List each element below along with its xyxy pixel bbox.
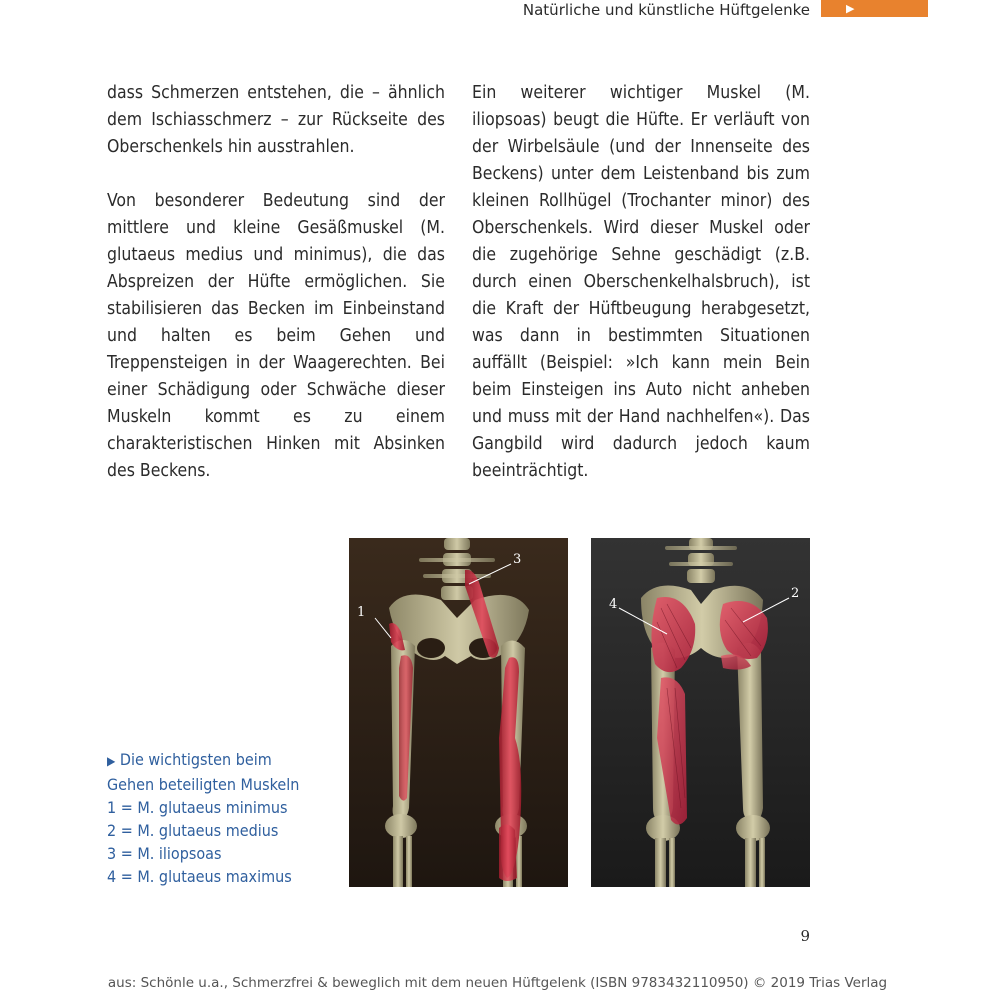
header-tab <box>821 0 928 17</box>
front-view-illustration <box>349 538 568 887</box>
figure-caption <box>107 748 343 888</box>
paragraph: Von besonderer Bedeutung sind der mittlere und kleine Gesäßmuskel (M. glutaeus medius und minimus), die das Abspreizen der Hüfte ermöglichen. Sie stabilisieren das Becken im Einbeinstand und halten es beim Gehen und Treppensteigen in der Waagerechten. Bei einer Schädigung oder Schwäche dieser Muskeln kommt es zu einem charakteristischen Hinken mit Absinken des Beckens. <box>107 191 445 481</box>
paragraph: dass Schmerzen entstehen, die – ähnlich dem Ischiasschmerz – zur Rückseite des Oberschenkels hin ausstrahlen. <box>107 83 445 157</box>
footer-credit: aus: Schönle u.a., Schmerzfrei & beweglich mit dem neuen Hüftgelenk (ISBN 9783432110950) © 2019 Trias Verlag <box>107 975 888 991</box>
figure-label: 1 <box>357 605 366 620</box>
back-view-illustration <box>591 538 810 887</box>
text-column-right <box>472 80 810 485</box>
figure-back-view <box>591 538 810 887</box>
caption-title-line: Gehen beteiligten Muskeln <box>107 775 300 794</box>
play-arrow-icon: ▶ <box>846 2 855 15</box>
caption-item: 1 = M. glutaeus minimus <box>107 798 288 817</box>
caption-item: 2 = M. glutaeus medius <box>107 821 279 840</box>
caption-title: Die wichtigsten beim <box>119 750 272 769</box>
caption-title-line <box>107 748 343 773</box>
muscle-lower-leg-right <box>499 824 517 881</box>
figure-front-view <box>349 538 568 887</box>
text-column-left <box>107 80 445 485</box>
paragraph: Ein weiterer wichtiger Muskel (M. iliopsoas) beugt die Hüfte. Er verläuft von der Wirbelsäule (und der Innenseite des Beckens) unter dem Leistenband bis zum kleinen Rollhügel (Trochanter minor) des Oberschenkels. Wird dieser Muskel oder die zugehörige Sehne geschädigt (z.B. durch einen Oberschenkelhalsbruch), ist die Kraft der Hüftbeugung herabgesetzt, was dann in bestimmten Situationen auffällt (Beispiel: »Ich kann mein Bein beim Einsteigen ins Auto nicht anheben und muss mit der Hand nachhelfen«). Das Gangbild wird dadurch jedoch kaum beeinträchtigt. <box>472 83 810 481</box>
figure-label: 2 <box>791 586 800 601</box>
running-header: Natürliche und künstliche Hüftgelenke <box>522 1 810 19</box>
page-number: 9 <box>800 927 810 945</box>
caption-item: 3 = M. iliopsoas <box>107 844 222 863</box>
figure-label: 3 <box>513 552 522 567</box>
play-arrow-icon: ▶ <box>107 754 116 768</box>
figure-label: 4 <box>609 597 618 612</box>
caption-item: 4 = M. glutaeus maximus <box>107 867 292 886</box>
